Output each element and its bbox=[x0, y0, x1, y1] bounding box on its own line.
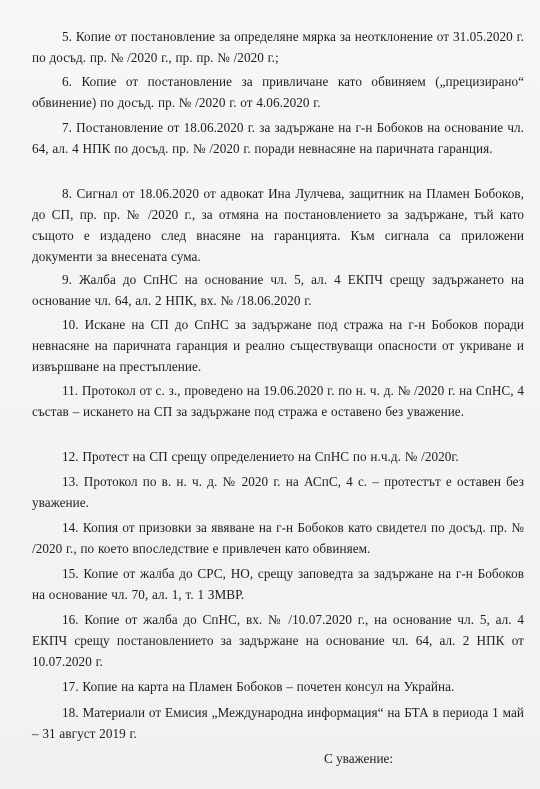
list-item-17: 17. Копие на карта на Пламен Бобоков – почетен консул на Украйна. bbox=[62, 679, 455, 694]
list-item-12: 12. Протест на СП срещу определението на СпНС по н.ч.д. № /2020г. bbox=[62, 449, 459, 464]
list-item-18: 18. Материали от Емисия „Международна информация“ на БТА в периода 1 май – 31 август 2019 г. bbox=[32, 705, 524, 741]
list-item-6: 6. Копие от постановление за привличане като обвиняем („прецизирано“ обвинение) по досъд. пр. № /2020 г. от 4.06.2020 г. bbox=[32, 74, 524, 110]
list-item-5: 5. Копие от постановление за определяне мярка за неотклонение от 31.05.2020 г. по досъд. пр. № /2020 г., пр. пр. № /2020 г.; bbox=[32, 29, 524, 65]
list-item-7: 7. Постановление от 18.06.2020 г. за задържане на г-н Бобоков на основание чл. 64, ал. 4 НПК по досъд. пр. № /2020 г. поради невнасяне на паричната гаранция. bbox=[32, 120, 524, 156]
list-item-10: 10. Искане на СП до СпНС за задържане под стража на г-н Бобоков поради невнасяне на паричната гаранция и реално съществуващи опасности от укриване и извършване на престъпление. bbox=[32, 317, 524, 374]
list-item-14: 14. Копия от призовки за явяване на г-н Бобоков като свидетел по досъд. пр. № /2020 г., по което впоследствие е привлечен като обвиняем. bbox=[32, 520, 524, 556]
closing-salutation: С уважение: bbox=[324, 751, 394, 766]
list-item-16: 16. Копие от жалба до СпНС, вх. № /10.07.2020 г., на основание чл. 5, ал. 4 ЕКПЧ срещу постановлението за задържане на основание чл. 64, ал. 2 НПК от 10.07.2020 г. bbox=[32, 612, 524, 669]
list-item-15: 15. Копие от жалба до СРС, НО, срещу заповедта за задържане на г-н Бобоков на основание чл. 70, ал. 1, т. 1 ЗМВР. bbox=[32, 566, 524, 602]
list-item-13: 13. Протокол по в. н. ч. д. № 2020 г. на АСпС, 4 с. – протестът е оставен без уважение. bbox=[32, 474, 524, 510]
list-item-11: 11. Протокол от с. з., проведено на 19.06.2020 г. по н. ч. д. № /2020 г. на СпНС, 4 състав – искането на СП за задържане под стража е оставено без уважение. bbox=[32, 383, 524, 419]
list-item-9: 9. Жалба до СпНС на основание чл. 5, ал. 4 ЕКПЧ срещу задържането на основание чл. 64, ал. 2 НПК, вх. № /18.06.2020 г. bbox=[32, 272, 524, 308]
list-item-8: 8. Сигнал от 18.06.2020 от адвокат Ина Лулчева, защитник на Пламен Бобоков, до СП, пр. пр. № /2020 г., за отмяна на постановлението за задържане, тъй като същото е издадено след внасяне на гаранцията. Към сигнала са приложени документи за внесената сума. bbox=[32, 186, 524, 264]
